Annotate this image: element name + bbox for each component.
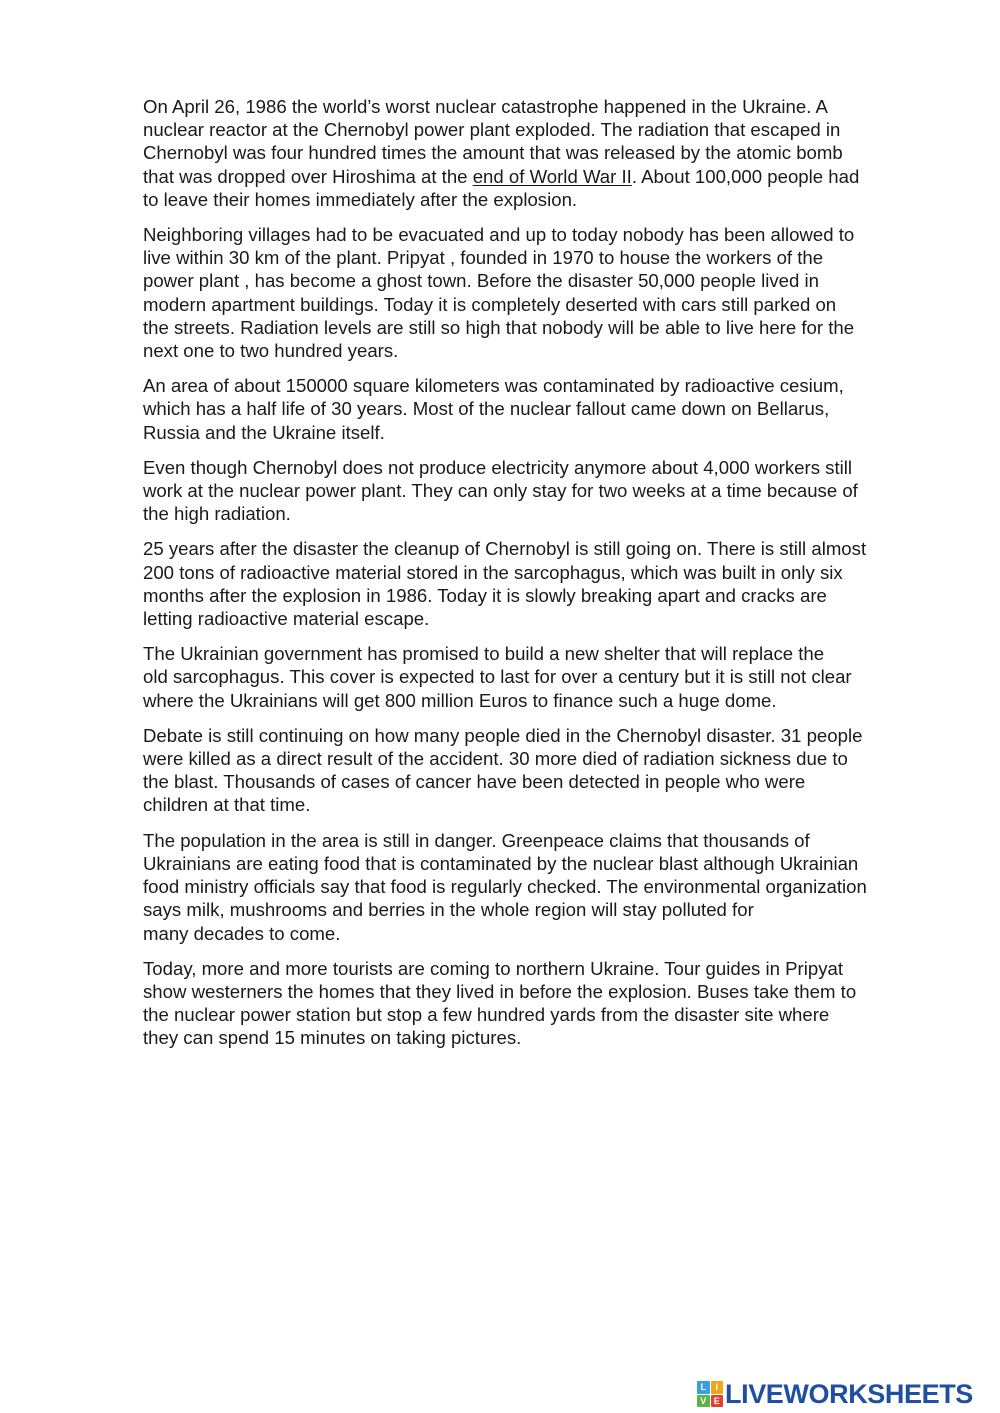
text-line: modern apartment buildings. Today it is completely deserted with cars still parked on — [143, 293, 837, 315]
logo-mark-letter: E — [711, 1395, 724, 1408]
text-line: children at that time. — [143, 794, 311, 816]
text-line: to leave their homes immediately after the explosion. — [143, 188, 578, 210]
text-line: nuclear reactor at the Chernobyl power plant exploded. The radiation that escaped in — [143, 119, 841, 141]
text-line: Debate is still continuing on how many people died in the Chernobyl disaster. 31 people — [143, 724, 863, 746]
paragraph-3 — [143, 374, 943, 444]
text-line: they can spend 15 minutes on taking pictures. — [143, 1027, 522, 1049]
text-segment: that was dropped over Hiroshima at the — [143, 165, 473, 187]
text-line: were killed as a direct result of the accident. 30 more died of radiation sickness due to — [143, 748, 848, 770]
text-line: Neighboring villages had to be evacuated and up to today nobody has been allowed to — [143, 224, 855, 246]
text-line: which has a half life of 30 years. Most of the nuclear fallout came down on Bellarus, — [143, 398, 830, 420]
text-line: letting radioactive material escape. — [143, 608, 430, 630]
logo-mark-letter: V — [697, 1395, 710, 1408]
paragraph-5 — [143, 537, 943, 630]
text-line: many decades to come. — [143, 922, 341, 944]
text-line: Russia and the Ukraine itself. — [143, 421, 385, 443]
text-line: the streets. Radiation levels are still so high that nobody will be able to live here for the — [143, 316, 855, 338]
text-line: old sarcophagus. This cover is expected to last for over a century but it is still not clear — [143, 666, 852, 688]
text-line: The Ukrainian government has promised to build a new shelter that will replace the — [143, 643, 825, 665]
paragraph-8 — [143, 829, 943, 945]
paragraph-1 — [143, 95, 943, 211]
reading-text — [143, 95, 943, 1062]
logo-mark-letter: I — [711, 1381, 724, 1394]
end-of-world-war-link[interactable]: end of World War II — [472, 165, 632, 187]
text-line: 200 tons of radioactive material stored in the sarcophagus, which was built in only six — [143, 561, 843, 583]
text-line: live within 30 km of the plant. Pripyat , founded in 1970 to house the workers of the — [143, 247, 824, 269]
paragraph-6 — [143, 642, 943, 712]
text-line: where the Ukrainians will get 800 million Euros to finance such a huge dome. — [143, 689, 777, 711]
text-line: On April 26, 1986 the world’s worst nuclear catastrophe happened in the Ukraine. A — [143, 96, 828, 117]
text-line: the blast. Thousands of cases of cancer have been detected in people who were — [143, 771, 806, 793]
text-segment: . About 100,000 people had — [631, 165, 860, 187]
text-line: work at the nuclear power plant. They can only stay for two weeks at a time because of — [143, 480, 858, 502]
logo-mark-letter: L — [697, 1381, 710, 1394]
text-line: 25 years after the disaster the cleanup of Chernobyl is still going on. There is still almost — [143, 538, 867, 560]
paragraph-7 — [143, 724, 943, 817]
text-line: the high radiation. — [143, 503, 291, 525]
text-line: An area of about 150000 square kilometers was contaminated by radioactive cesium, — [143, 375, 844, 397]
text-line: food ministry officials say that food is regularly checked. The environmental organization — [143, 876, 867, 898]
text-line: says milk, mushrooms and berries in the whole region will stay polluted for — [143, 899, 754, 921]
text-line: next one to two hundred years. — [143, 340, 399, 362]
text-line: months after the explosion in 1986. Today it is slowly breaking apart and cracks are — [143, 584, 827, 606]
paragraph-4 — [143, 456, 943, 526]
text-line: Even though Chernobyl does not produce electricity anymore about 4,000 workers still — [143, 456, 853, 478]
paragraph-2 — [143, 223, 943, 362]
text-line: Today, more and more tourists are coming to northern Ukraine. Tour guides in Pripyat — [143, 957, 844, 979]
text-line: Chernobyl was four hundred times the amount that was released by the atomic bomb — [143, 142, 843, 164]
text-line: the nuclear power station but stop a few hundred yards from the disaster site where — [143, 1004, 830, 1026]
text-line: The population in the area is still in danger. Greenpeace claims that thousands of — [143, 829, 810, 851]
text-line: show westerners the homes that they lived in before the explosion. Buses take them to — [143, 980, 857, 1002]
text-line: power plant , has become a ghost town. Before the disaster 50,000 people lived in — [143, 270, 820, 292]
logo-wordmark: LIVEWORKSHEETS — [725, 1379, 973, 1409]
liveworksheets-logo — [697, 1378, 973, 1410]
paragraph-9 — [143, 957, 943, 1050]
text-line — [143, 165, 943, 188]
logo-mark-icon — [697, 1381, 723, 1407]
text-line: Ukrainians are eating food that is contaminated by the nuclear blast although Ukrainian — [143, 852, 859, 874]
